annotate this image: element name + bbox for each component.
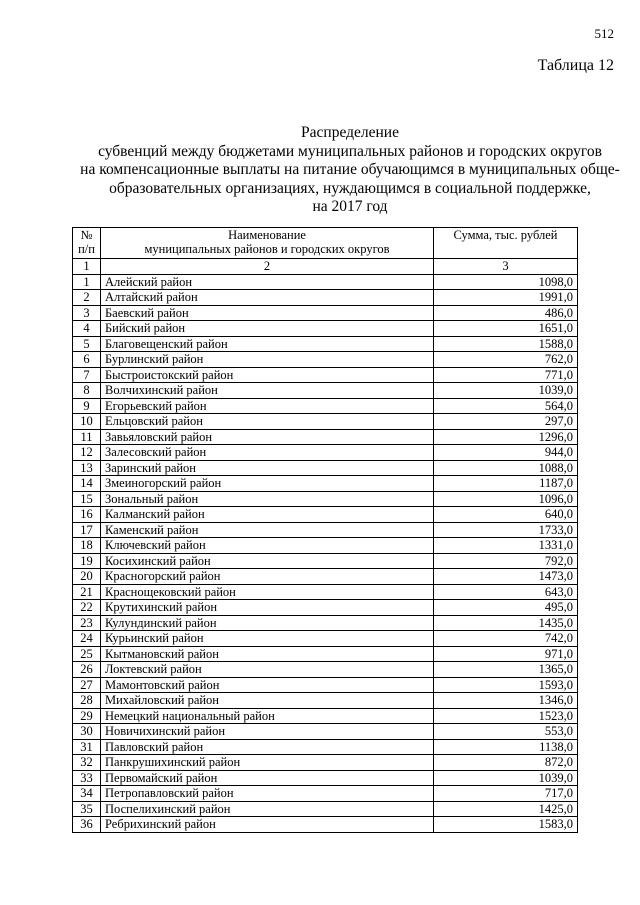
table-row (73, 770, 578, 786)
sum-value: 643,0 (434, 584, 578, 600)
sum-value: 1593,0 (434, 677, 578, 693)
row-number: 16 (73, 507, 101, 523)
row-number: 7 (73, 367, 101, 383)
row-number: 15 (73, 491, 101, 507)
row-number: 8 (73, 383, 101, 399)
district-name: Змеиногорский район (101, 476, 434, 492)
sum-value: 1365,0 (434, 662, 578, 678)
table-row (73, 290, 578, 306)
row-number: 27 (73, 677, 101, 693)
table-row (73, 538, 578, 554)
district-name: Петропавловский район (101, 786, 434, 802)
sum-value: 771,0 (434, 367, 578, 383)
table-row (73, 507, 578, 523)
header-number-line2: п/п (78, 242, 95, 256)
row-number: 4 (73, 321, 101, 337)
row-number: 1 (73, 274, 101, 290)
district-name: Калманский район (101, 507, 434, 523)
district-name: Крутихинский район (101, 600, 434, 616)
sum-value: 1733,0 (434, 522, 578, 538)
table-row (73, 491, 578, 507)
sum-value: 1435,0 (434, 615, 578, 631)
sum-value: 944,0 (434, 445, 578, 461)
district-name: Курьинский район (101, 631, 434, 647)
sum-value: 495,0 (434, 600, 578, 616)
sum-value: 486,0 (434, 305, 578, 321)
table-row (73, 553, 578, 569)
sum-value: 1098,0 (434, 274, 578, 290)
district-name: Поспелихинский район (101, 801, 434, 817)
table-row (73, 615, 578, 631)
row-number: 35 (73, 801, 101, 817)
table-row (73, 584, 578, 600)
district-name: Бурлинский район (101, 352, 434, 368)
district-name: Краснощековский район (101, 584, 434, 600)
row-number: 22 (73, 600, 101, 616)
column-number: 2 (101, 259, 434, 275)
header-name-line1: Наименование (228, 228, 306, 242)
district-name: Быстроистокский район (101, 367, 434, 383)
row-number: 33 (73, 770, 101, 786)
table-row (73, 662, 578, 678)
header-name (101, 228, 434, 259)
sum-value: 553,0 (434, 724, 578, 740)
district-name: Михайловский район (101, 693, 434, 709)
district-name: Павловский район (101, 739, 434, 755)
table-row (73, 724, 578, 740)
district-name: Косихинский район (101, 553, 434, 569)
table-row (73, 305, 578, 321)
row-number: 26 (73, 662, 101, 678)
sum-value: 1039,0 (434, 383, 578, 399)
table-row (73, 476, 578, 492)
district-name: Кулундинский район (101, 615, 434, 631)
table-row (73, 460, 578, 476)
sum-value: 1346,0 (434, 693, 578, 709)
sum-value: 1187,0 (434, 476, 578, 492)
sum-value: 1296,0 (434, 429, 578, 445)
table-row (73, 336, 578, 352)
sum-value: 1039,0 (434, 770, 578, 786)
row-number: 31 (73, 739, 101, 755)
distribution-table (72, 227, 578, 833)
table-row (73, 677, 578, 693)
sum-value: 1583,0 (434, 817, 578, 833)
table-row (73, 522, 578, 538)
district-name: Благовещенский район (101, 336, 434, 352)
row-number: 13 (73, 460, 101, 476)
district-name: Бийский район (101, 321, 434, 337)
district-name: Панкрушихинский район (101, 755, 434, 771)
row-number: 21 (73, 584, 101, 600)
district-name: Локтевский район (101, 662, 434, 678)
district-name: Ребрихинский район (101, 817, 434, 833)
district-name: Алтайский район (101, 290, 434, 306)
sum-value: 1651,0 (434, 321, 578, 337)
row-number: 29 (73, 708, 101, 724)
table-row (73, 708, 578, 724)
row-number: 9 (73, 398, 101, 414)
district-name: Немецкий национальный район (101, 708, 434, 724)
table-row (73, 383, 578, 399)
row-number: 2 (73, 290, 101, 306)
row-number: 36 (73, 817, 101, 833)
district-name: Красногорский район (101, 569, 434, 585)
sum-value: 1991,0 (434, 290, 578, 306)
table-row (73, 646, 578, 662)
sum-value: 1588,0 (434, 336, 578, 352)
table-row (73, 693, 578, 709)
sum-value: 717,0 (434, 786, 578, 802)
district-name: Баевский район (101, 305, 434, 321)
row-number: 3 (73, 305, 101, 321)
district-name: Кытмановский район (101, 646, 434, 662)
row-number: 14 (73, 476, 101, 492)
sum-value: 872,0 (434, 755, 578, 771)
district-name: Завьяловский район (101, 429, 434, 445)
row-number: 34 (73, 786, 101, 802)
title-line: Распределение (301, 124, 399, 141)
row-number: 12 (73, 445, 101, 461)
document-title (60, 124, 640, 217)
row-number: 32 (73, 755, 101, 771)
sum-value: 792,0 (434, 553, 578, 569)
table-row (73, 414, 578, 430)
row-number: 19 (73, 553, 101, 569)
table-body (73, 228, 578, 833)
table-row (73, 801, 578, 817)
title-line: образовательных организациях, нуждающимся в социальной поддержке, (109, 179, 591, 197)
table-row (73, 398, 578, 414)
district-name: Алейский район (101, 274, 434, 290)
row-number: 25 (73, 646, 101, 662)
title-line: субвенций между бюджетами муниципальных районов и городских округов (98, 142, 602, 160)
table-row (73, 786, 578, 802)
district-name: Залесовский район (101, 445, 434, 461)
row-number: 30 (73, 724, 101, 740)
row-number: 20 (73, 569, 101, 585)
table-row (73, 321, 578, 337)
district-name: Зональный район (101, 491, 434, 507)
district-name: Ельцовский район (101, 414, 434, 430)
row-number: 23 (73, 615, 101, 631)
sum-value: 1523,0 (434, 708, 578, 724)
row-number: 10 (73, 414, 101, 430)
sum-value: 1425,0 (434, 801, 578, 817)
sum-value: 297,0 (434, 414, 578, 430)
row-number: 24 (73, 631, 101, 647)
table-row (73, 445, 578, 461)
table-row (73, 600, 578, 616)
table-row (73, 569, 578, 585)
table-row (73, 367, 578, 383)
header-name-line2: муниципальных районов и городских округов (144, 242, 390, 256)
row-number: 18 (73, 538, 101, 554)
sum-value: 1088,0 (434, 460, 578, 476)
row-number: 28 (73, 693, 101, 709)
table-row (73, 755, 578, 771)
row-number: 17 (73, 522, 101, 538)
sum-value: 1331,0 (434, 538, 578, 554)
table-row (73, 631, 578, 647)
page-number: 512 (594, 26, 614, 41)
row-number: 6 (73, 352, 101, 368)
row-number: 11 (73, 429, 101, 445)
district-name: Каменский район (101, 522, 434, 538)
sum-value: 1138,0 (434, 739, 578, 755)
header-number (73, 228, 101, 259)
sum-value: 971,0 (434, 646, 578, 662)
table-row (73, 739, 578, 755)
column-numbers-row (73, 259, 578, 275)
table-row (73, 429, 578, 445)
column-number: 1 (73, 259, 101, 275)
header-sum: Сумма, тыс. рублей (434, 228, 578, 259)
district-name: Волчихинский район (101, 383, 434, 399)
table-row (73, 352, 578, 368)
title-line: на компенсационные выплаты на питание обучающимся в муниципальных обще- (80, 161, 620, 178)
table-row (73, 817, 578, 833)
sum-value: 762,0 (434, 352, 578, 368)
sum-value: 564,0 (434, 398, 578, 414)
district-name: Ключевский район (101, 538, 434, 554)
table-row (73, 274, 578, 290)
sum-value: 640,0 (434, 507, 578, 523)
column-number: 3 (434, 259, 578, 275)
district-name: Новичихинский район (101, 724, 434, 740)
table-header-row (73, 228, 578, 259)
table-label: Таблица 12 (537, 57, 614, 74)
row-number: 5 (73, 336, 101, 352)
sum-value: 742,0 (434, 631, 578, 647)
district-name: Заринский район (101, 460, 434, 476)
header-number-line1: № (80, 228, 93, 242)
sum-value: 1473,0 (434, 569, 578, 585)
title-line: на 2017 год (312, 198, 388, 215)
district-name: Первомайский район (101, 770, 434, 786)
district-name: Егорьевский район (101, 398, 434, 414)
sum-value: 1096,0 (434, 491, 578, 507)
district-name: Мамонтовский район (101, 677, 434, 693)
